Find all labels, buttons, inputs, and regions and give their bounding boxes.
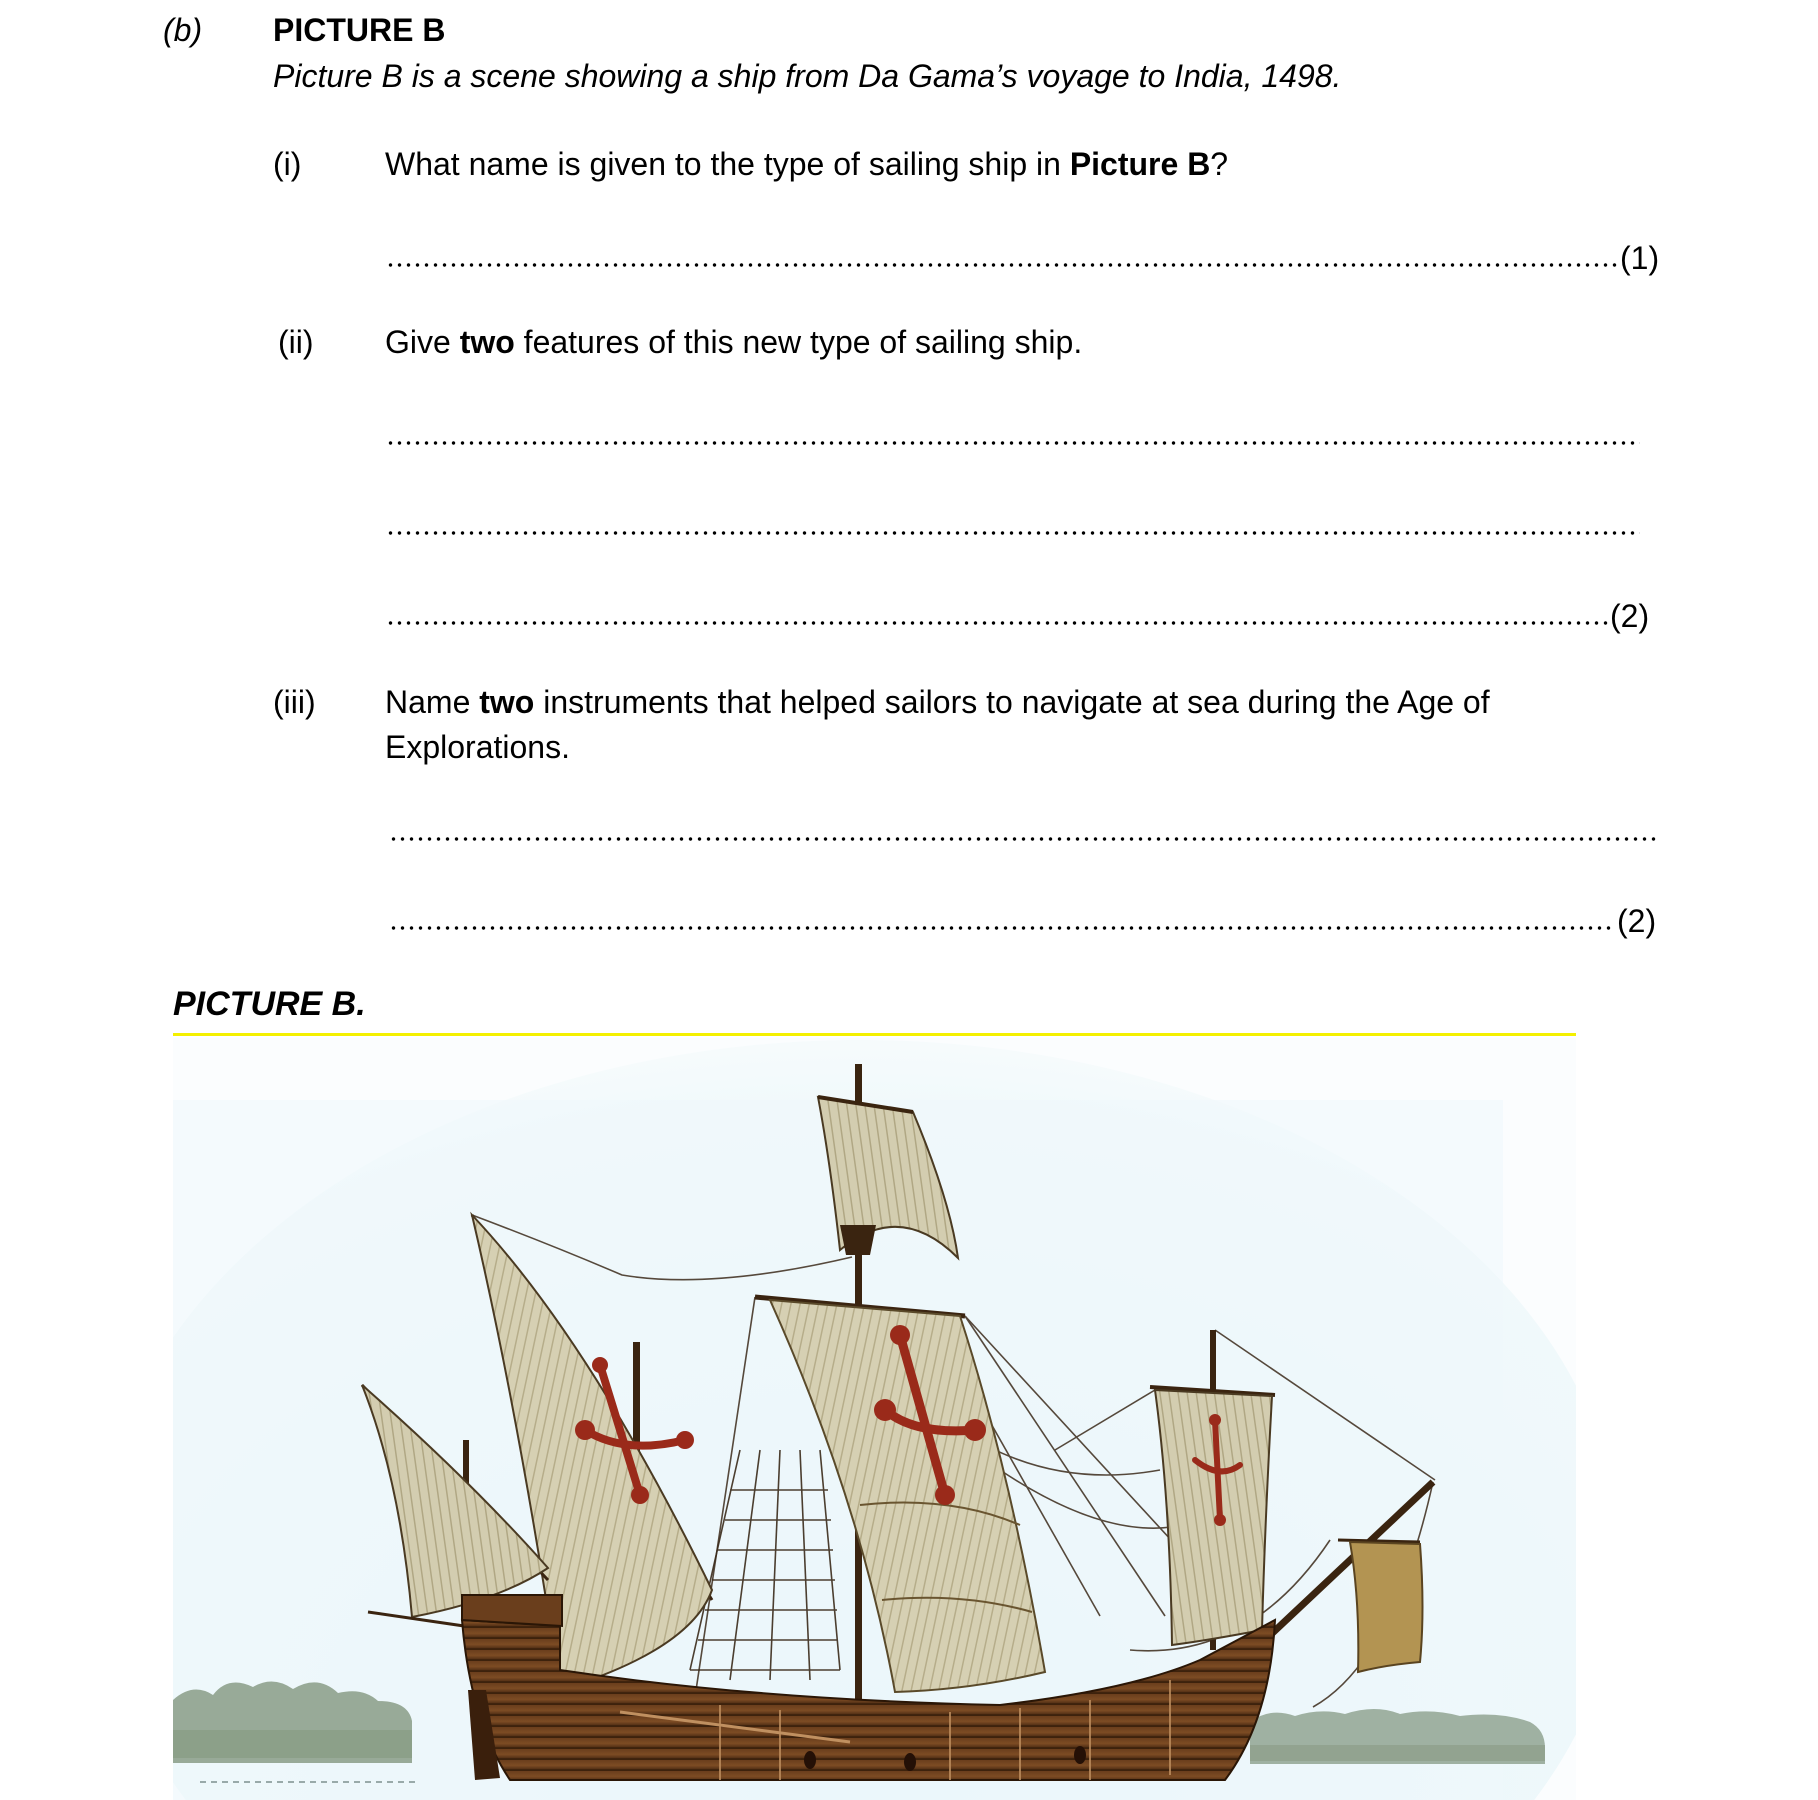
- subquestion-label-iii: (iii): [273, 684, 316, 720]
- marks-iii: (2): [1617, 903, 1657, 939]
- question-text-end: instruments that helped sailors to navigate at sea during the Age of: [534, 684, 1490, 720]
- sprit-sail: [1350, 1542, 1423, 1672]
- subquestion-text-i: [385, 144, 1228, 184]
- answer-line-iii-1[interactable]: [389, 837, 1660, 841]
- ship-illustration: [173, 1038, 1576, 1800]
- question-text: What name is given to the type of sailing ship in: [385, 146, 1070, 182]
- section-heading: PICTURE B: [273, 12, 446, 48]
- question-text: Give: [385, 324, 460, 360]
- question-text: Name: [385, 684, 480, 720]
- crows-nest: [840, 1225, 876, 1255]
- subquestion-text-ii: [385, 322, 1082, 362]
- answer-line-ii-3[interactable]: [386, 621, 1608, 625]
- part-label: (b): [163, 12, 203, 48]
- question-text-end: ?: [1210, 146, 1229, 182]
- answer-line-ii-1[interactable]: [386, 441, 1640, 445]
- caravel-image: [173, 1038, 1576, 1800]
- subquestion-label-ii: (ii): [278, 324, 314, 360]
- section-intro: Picture B is a scene showing a ship from Da Gama’s voyage to India, 1498.: [273, 58, 1342, 94]
- question-emphasis: Picture B: [1069, 146, 1211, 182]
- marks-i: (1): [1620, 240, 1660, 276]
- caption-rule: [173, 1033, 1576, 1036]
- marks-ii: (2): [1610, 598, 1650, 634]
- question-emphasis: two: [459, 324, 515, 360]
- answer-line-i-1[interactable]: [386, 263, 1618, 267]
- answer-line-iii-2[interactable]: [389, 926, 1615, 930]
- answer-line-ii-2[interactable]: [386, 531, 1640, 535]
- question-emphasis: two: [479, 684, 535, 720]
- subquestion-text-iii: [385, 682, 1490, 722]
- figure-caption: PICTURE B.: [173, 985, 366, 1023]
- subquestion-label-i: (i): [273, 146, 302, 182]
- question-text-end: features of this new type of sailing ship.: [514, 324, 1083, 360]
- subquestion-text-iii-line2: Explorations.: [385, 729, 570, 765]
